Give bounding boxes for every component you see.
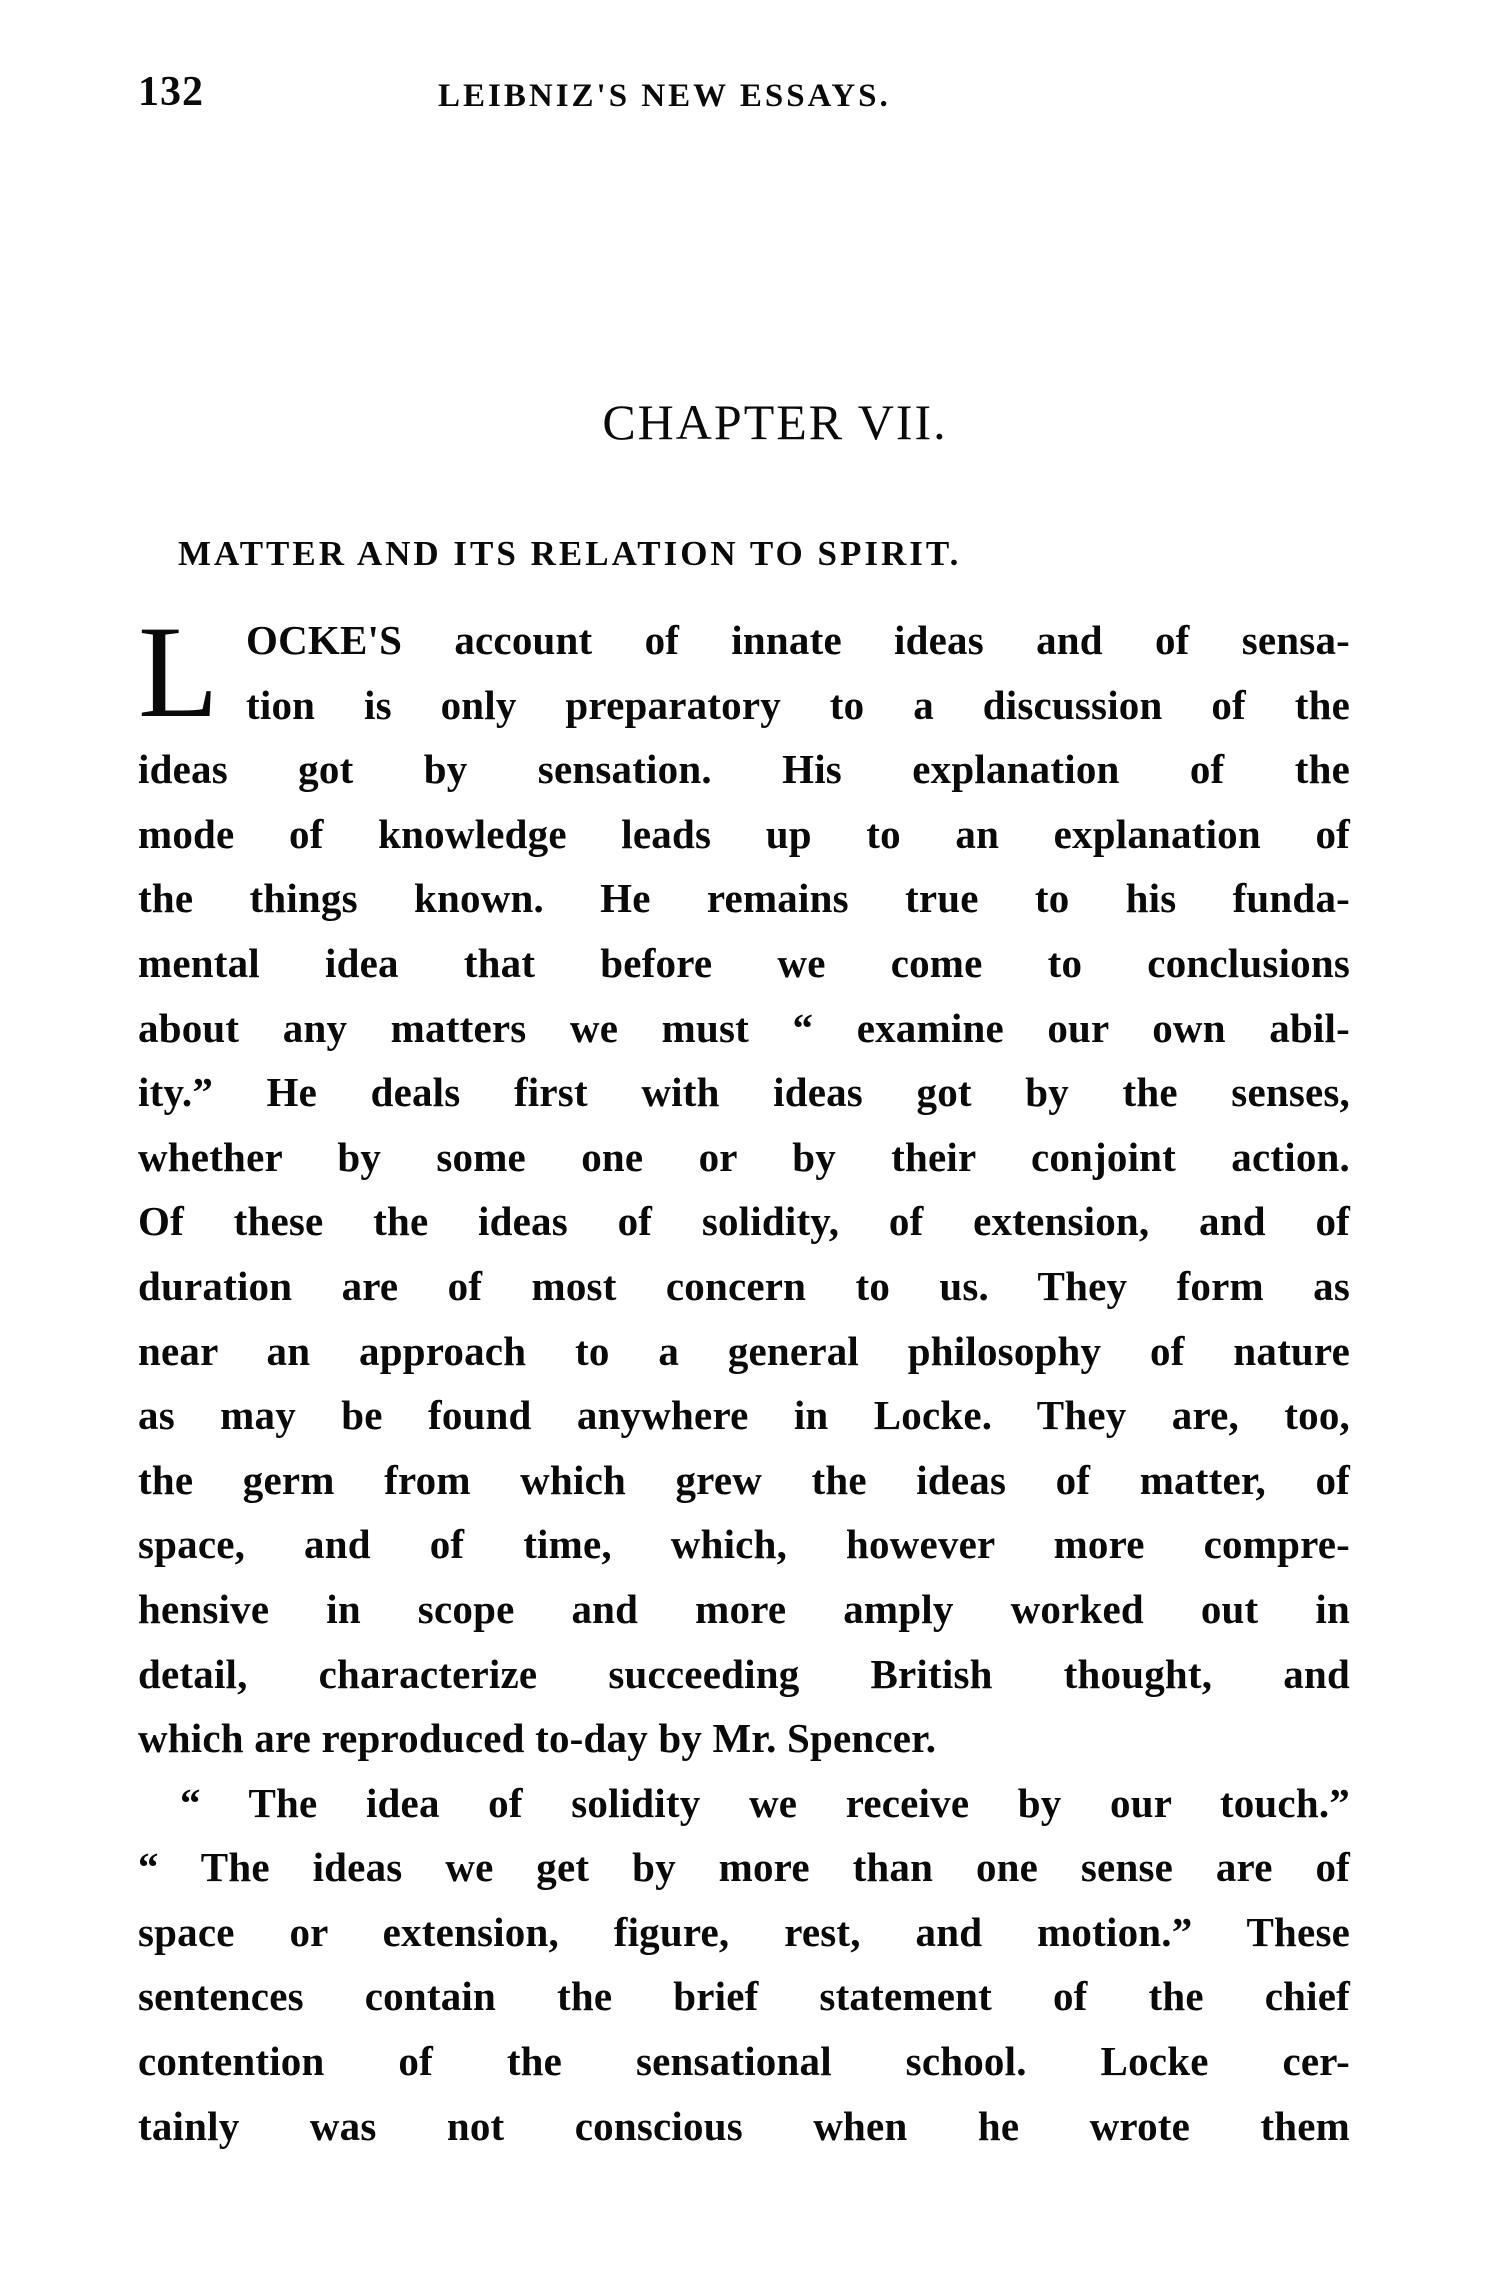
text-line: whether by some one or by their conjoint action. <box>138 1133 1350 1180</box>
text-line: Of these the ideas of solidity, of extension, and of <box>138 1198 1350 1245</box>
running-title: LEIBNIZ'S NEW ESSAYS. <box>438 78 891 114</box>
text-line: “ The idea of solidity we receive by our touch.” <box>180 1779 1350 1826</box>
running-head <box>138 62 1350 122</box>
text-line: ideas got by sensation. His explanation of the <box>138 746 1350 793</box>
page-number: 132 <box>138 69 204 115</box>
chapter-subtitle: MATTER AND ITS RELATION TO SPIRIT. <box>178 534 962 573</box>
text-line: near an approach to a general philosophy of nature <box>138 1327 1350 1374</box>
text-line: space or extension, figure, rest, and motion.” These <box>138 1908 1350 1955</box>
text-line: mental idea that before we come to conclusions <box>138 939 1350 986</box>
text-line: as may be found anywhere in Locke. They are, too, <box>138 1392 1350 1439</box>
text-line: tion is only preparatory to a discussion of the <box>246 681 1350 728</box>
text-line: about any matters we must “ examine our own abil- <box>138 1004 1350 1051</box>
text-line: sentences contain the brief statement of the chief <box>138 1973 1350 2020</box>
text-line: the things known. He remains true to his funda- <box>138 875 1350 922</box>
text-line: “ The ideas we get by more than one sense are of <box>138 1844 1350 1891</box>
text-line: OCKE'S account of innate ideas and of sensa- <box>246 617 1350 663</box>
body-text <box>138 598 1350 2158</box>
text-line: duration are of most concern to us. They form as <box>138 1262 1350 1309</box>
text-line: mode of knowledge leads up to an explanation of <box>138 810 1350 857</box>
text-line: the germ from which grew the ideas of matter, of <box>138 1456 1350 1503</box>
text-line: hensive in scope and more amply worked out in <box>138 1585 1350 1632</box>
chapter-title: CHAPTER VII. <box>602 394 948 450</box>
text-line: space, and of time, which, however more compre- <box>138 1521 1350 1568</box>
text-line: tainly was not conscious when he wrote them <box>138 2102 1350 2149</box>
opening-paragraph-start <box>138 598 1350 745</box>
text-line: ity.” He deals first with ideas got by the senses, <box>138 1069 1350 1116</box>
text-line: which are reproduced to-day by Mr. Spencer. <box>138 1715 937 1762</box>
drop-cap: L <box>138 598 219 745</box>
text-line: contention of the sensational school. Locke cer- <box>138 2038 1350 2085</box>
text-line: detail, characterize succeeding British thought, and <box>138 1650 1350 1697</box>
